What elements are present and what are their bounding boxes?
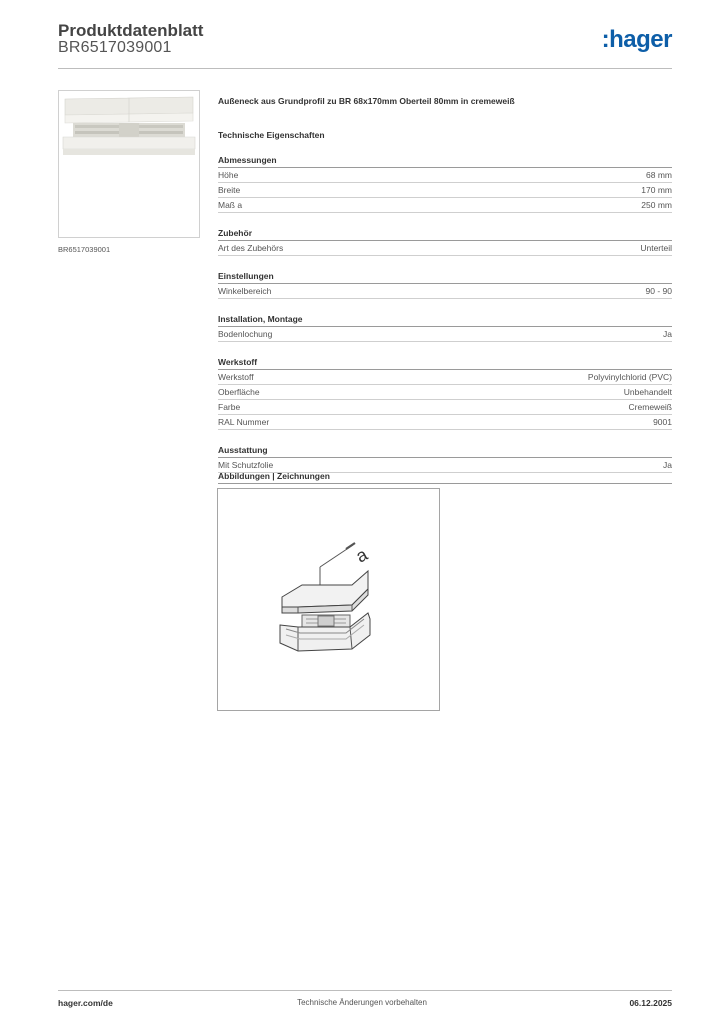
row-value: 90 - 90 bbox=[645, 286, 672, 296]
row-value: 68 mm bbox=[646, 170, 672, 180]
row-value: Unterteil bbox=[640, 243, 672, 253]
table-row bbox=[218, 241, 672, 256]
row-label: Farbe bbox=[218, 402, 241, 412]
dimension-label: a bbox=[352, 544, 371, 567]
duct-corner-drawing-icon bbox=[218, 489, 439, 710]
product-details bbox=[218, 96, 672, 473]
row-value: 170 mm bbox=[641, 185, 672, 195]
row-value: Ja bbox=[663, 329, 672, 339]
section-title: Zubehör bbox=[218, 226, 672, 241]
table-row bbox=[218, 183, 672, 198]
footer-date: 06.12.2025 bbox=[629, 998, 672, 1008]
table-row bbox=[218, 284, 672, 299]
footer-website-link[interactable]: hager.com/de bbox=[58, 998, 113, 1008]
row-label: Breite bbox=[218, 185, 241, 195]
row-value: 9001 bbox=[653, 417, 672, 427]
row-label: RAL Nummer bbox=[218, 417, 270, 427]
duct-corner-photo-icon bbox=[59, 91, 199, 237]
section-installation bbox=[218, 312, 672, 342]
table-row bbox=[218, 400, 672, 415]
row-label: Werkstoff bbox=[218, 372, 254, 382]
row-label: Höhe bbox=[218, 170, 239, 180]
row-value: Polyvinylchlorid (PVC) bbox=[587, 372, 672, 382]
row-value: Unbehandelt bbox=[623, 387, 672, 397]
row-label: Mit Schutzfolie bbox=[218, 460, 274, 470]
hager-logo: :hager bbox=[601, 26, 672, 53]
product-image bbox=[58, 90, 200, 238]
table-row bbox=[218, 198, 672, 213]
table-row bbox=[218, 370, 672, 385]
table-row bbox=[218, 385, 672, 400]
row-label: Maß a bbox=[218, 200, 243, 210]
row-label: Art des Zubehörs bbox=[218, 243, 284, 253]
section-abmessungen bbox=[218, 153, 672, 213]
product-title: Außeneck aus Grundprofil zu BR 68x170mm Oberteil 80mm in cremeweiß bbox=[218, 96, 515, 106]
header-divider bbox=[58, 68, 672, 69]
page-title: Produktdatenblatt bbox=[58, 21, 204, 40]
row-value: Cremeweiß bbox=[628, 402, 672, 412]
table-row bbox=[218, 415, 672, 430]
section-werkstoff bbox=[218, 355, 672, 430]
technical-drawing bbox=[217, 488, 440, 711]
table-row bbox=[218, 168, 672, 183]
row-label: Bodenlochung bbox=[218, 329, 273, 339]
section-title: Installation, Montage bbox=[218, 312, 672, 327]
footer-notice: Technische Änderungen vorbehalten bbox=[297, 998, 427, 1007]
row-label: Winkelbereich bbox=[218, 286, 272, 296]
section-einstellungen bbox=[218, 269, 672, 299]
tech-properties-heading: Technische Eigenschaften bbox=[218, 130, 325, 140]
row-label: Oberfläche bbox=[218, 387, 260, 397]
section-title: Ausstattung bbox=[218, 443, 672, 458]
row-value: Ja bbox=[663, 460, 672, 470]
drawings-heading: Abbildungen | Zeichnungen bbox=[218, 469, 672, 484]
row-value: 250 mm bbox=[641, 200, 672, 210]
table-row bbox=[218, 327, 672, 342]
section-title: Werkstoff bbox=[218, 355, 672, 370]
image-caption: BR6517039001 bbox=[58, 245, 111, 254]
footer-divider bbox=[58, 990, 672, 991]
section-zubehoer bbox=[218, 226, 672, 256]
section-title: Einstellungen bbox=[218, 269, 672, 284]
section-title: Abmessungen bbox=[218, 153, 672, 168]
article-number: BR6517039001 bbox=[58, 39, 172, 56]
